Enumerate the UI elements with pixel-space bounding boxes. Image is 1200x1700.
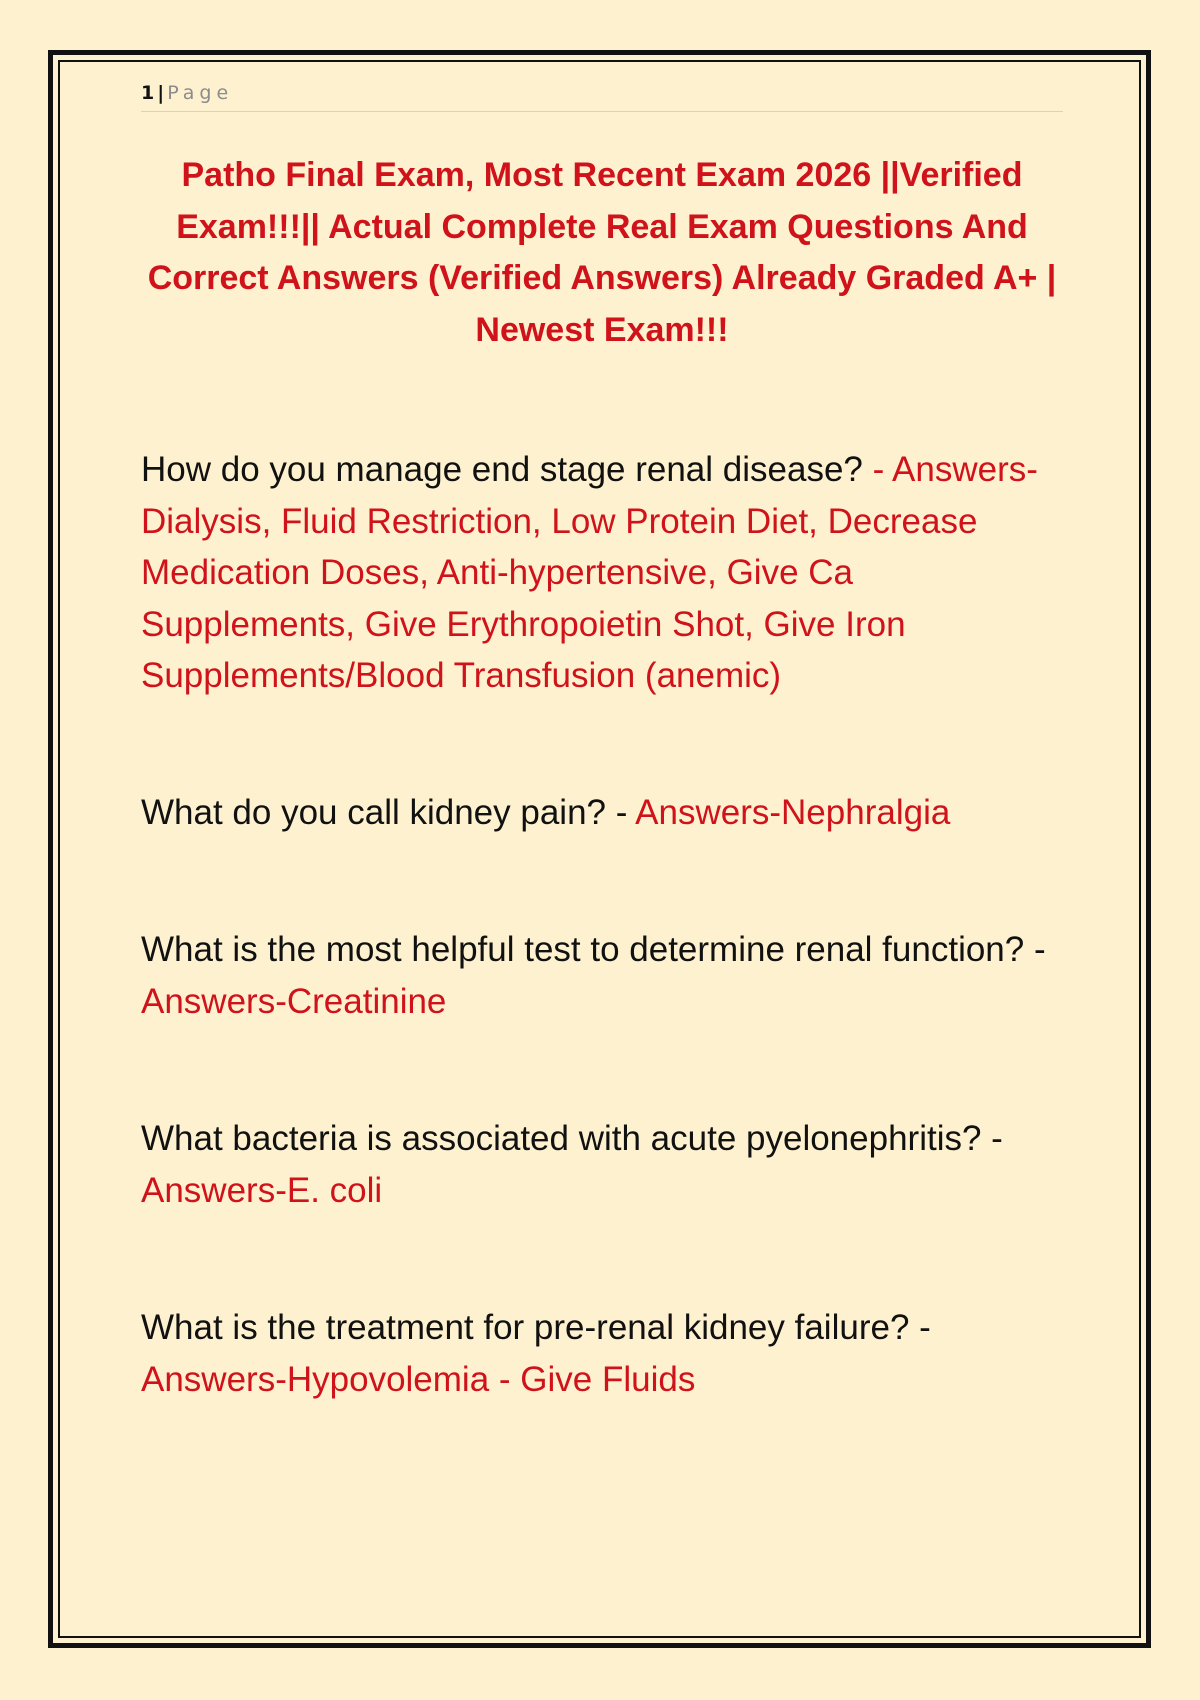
answer-text: - Answers-Dialysis, Fluid Restriction, Low Protein Diet, Decrease Medication Doses, Anti-hypertensive, Give Ca Supplements, Give Erythropoietin Shot, Give Iron Supplements/Blood Transfusion (anemic) xyxy=(141,450,1038,695)
question-text: What bacteria is associated with acute pyelonephritis? - xyxy=(141,1119,1003,1158)
qa-item xyxy=(141,1302,1071,1405)
answer-text: Answers-Hypovolemia - Give Fluids xyxy=(141,1359,696,1399)
answer-text: Answers-E. coli xyxy=(141,1170,383,1210)
qa-item xyxy=(141,924,1071,1027)
question-text: What do you call kidney pain? - xyxy=(141,793,636,832)
page-separator: | xyxy=(157,82,165,104)
question-text: What is the most helpful test to determine renal function? - xyxy=(141,930,1046,969)
page-header xyxy=(141,80,1063,112)
document-title: Patho Final Exam, Most Recent Exam 2026 ||Verified Exam!!!|| Actual Complete Real Exam Questions And Correct Answers (Verified Answers) Already Graded A+ | Newest Exam!!! xyxy=(147,156,1057,349)
qa-item xyxy=(141,444,1071,702)
answer-text: Answers-Creatinine xyxy=(141,981,447,1021)
qa-item xyxy=(141,787,1071,839)
question-text: How do you manage end stage renal disease? xyxy=(141,450,873,489)
answer-text: Answers-Nephralgia xyxy=(635,793,951,832)
page-label: Page xyxy=(167,82,234,104)
page-number: 1 xyxy=(141,82,155,104)
question-text: What is the treatment for pre-renal kidney failure? - xyxy=(141,1308,931,1347)
qa-item xyxy=(141,1113,1071,1216)
